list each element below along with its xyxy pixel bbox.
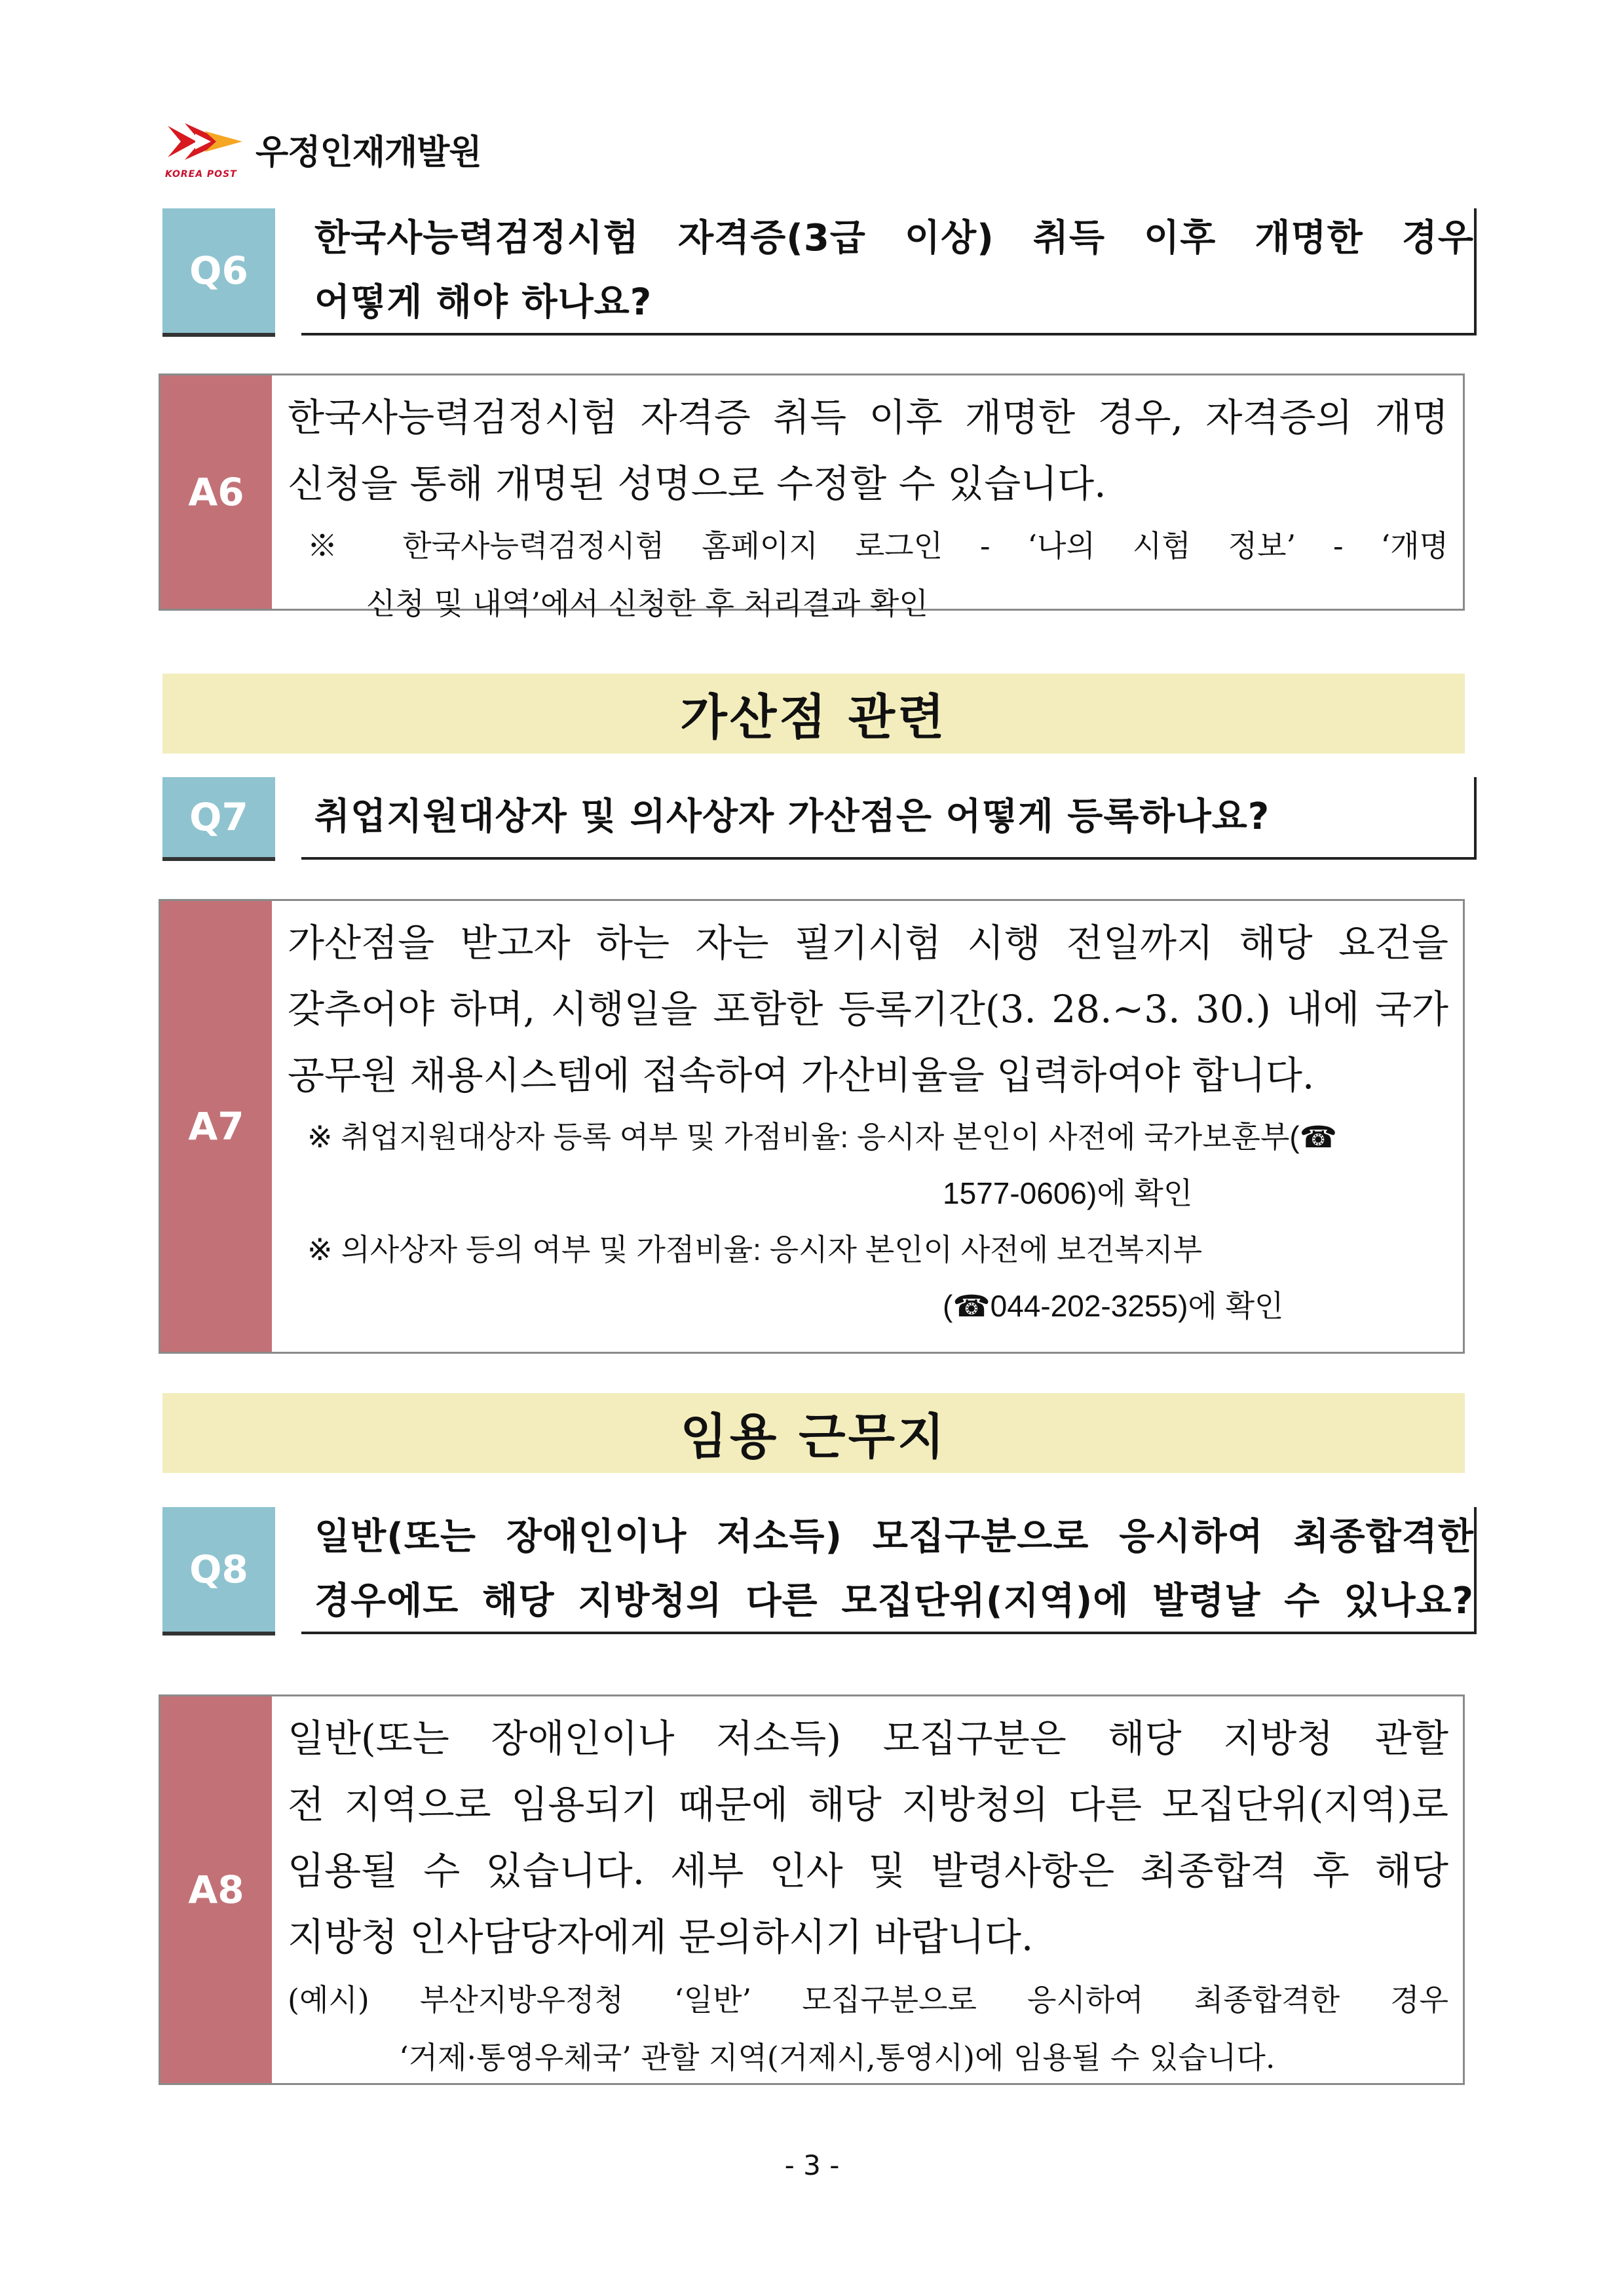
question-box-q8 [301,1507,1477,1634]
answer-line: 가산점을 받고자 하는 자는 필기시험 시행 전일까지 해당 요건을 [288,921,1448,965]
answer-box-a8 [159,1694,1465,2085]
answer-note: (☎044-202-3255)에 확인 [943,1289,1284,1323]
question-line: 일반(또는 장애인이나 저소득) 모집구분으로 응시하여 최종합격한 [314,1516,1474,1558]
org-name: 우정인재개발원 [255,133,482,172]
answer-line: 임용될 수 있습니다. 세부 인사 및 발령사항은 최종합격 후 해당 [288,1848,1448,1893]
korea-post-logo-icon [165,119,246,181]
answer-label-a7: A7 [161,901,272,1352]
header-logo [165,119,482,178]
answer-note: 신청 및 내역’에서 신청한 후 처리결과 확인 [366,586,928,621]
logo-subtitle: KOREA POST [165,169,237,180]
answer-note: ※ 한국사능력검정시험 홈페이지 로그인 - ‘나의 시험 정보’ - ‘개명 [307,528,1448,564]
answer-line: 일반(또는 장애인이나 저소득) 모집구분은 해당 지방청 관할 [288,1716,1448,1761]
answer-body-a6 [272,375,1463,621]
answer-note: ※ 취업지원대상자 등록 여부 및 가점비율: 응시자 본인이 사전에 국가보훈부(☎ [307,1120,1338,1154]
page-number: - 3 - [784,2149,840,2181]
answer-label-a8: A8 [161,1696,272,2083]
section-heading-post: 임용 근무지 [162,1393,1465,1473]
answer-line: 공무원 채용시스템에 접속하여 가산비율을 입력하여야 합니다. [288,1053,1315,1098]
answer-label-a6: A6 [161,375,272,609]
answer-line: 지방청 인사담당자에게 문의하시기 바랍니다. [288,1915,1034,1959]
answer-line: 갖추어야 하며, 시행일을 포함한 등록기간(3. 28.~3. 30.) 내에 국가 [288,987,1448,1031]
answer-note: ※ 의사상자 등의 여부 및 가점비율: 응시자 본인이 사전에 보건복지부 [307,1233,1203,1267]
question-line: 취업지원대상자 및 의사상자 가산점은 어떻게 등록하나요? [314,795,1270,838]
question-line: 경우에도 해당 지방청의 다른 모집단위(지역)에 발령날 수 있나요? [314,1580,1474,1622]
answer-body-a8 [272,1696,1463,2083]
question-box-q7 [301,777,1477,860]
question-label-q6: Q6 [162,208,275,337]
answer-line: 전 지역으로 임용되기 때문에 해당 지방청의 다른 모집단위(지역)로 [288,1782,1448,1827]
answer-line: 한국사능력검정시험 자격증 취득 이후 개명한 경우, 자격증의 개명 [288,395,1448,440]
question-box-q6 [301,208,1477,335]
question-line: 어떻게 해야 하나요? [314,281,652,324]
answer-line: 신청을 통해 개명된 성명으로 수정할 수 있습니다. [288,461,1106,506]
question-line: 한국사능력검정시험 자격증(3급 이상) 취득 이후 개명한 경우 [314,217,1474,259]
answer-note: 1577-0606)에 확인 [943,1176,1193,1210]
answer-body-a7 [272,901,1463,1352]
answer-box-a7 [159,899,1465,1354]
question-label-q7: Q7 [162,777,275,861]
question-label-q8: Q8 [162,1507,275,1636]
section-heading-bonus: 가산점 관련 [162,674,1465,754]
answer-box-a6 [159,373,1465,621]
answer-note: (예시) 부산지방우정청 ‘일반’ 모집구분으로 응시하여 최종합격한 경우 [288,1982,1448,2018]
answer-note: ‘거제·통영우체국’ 관할 지역(거제시,통영시)에 임용될 수 있습니다. [399,2040,1275,2075]
